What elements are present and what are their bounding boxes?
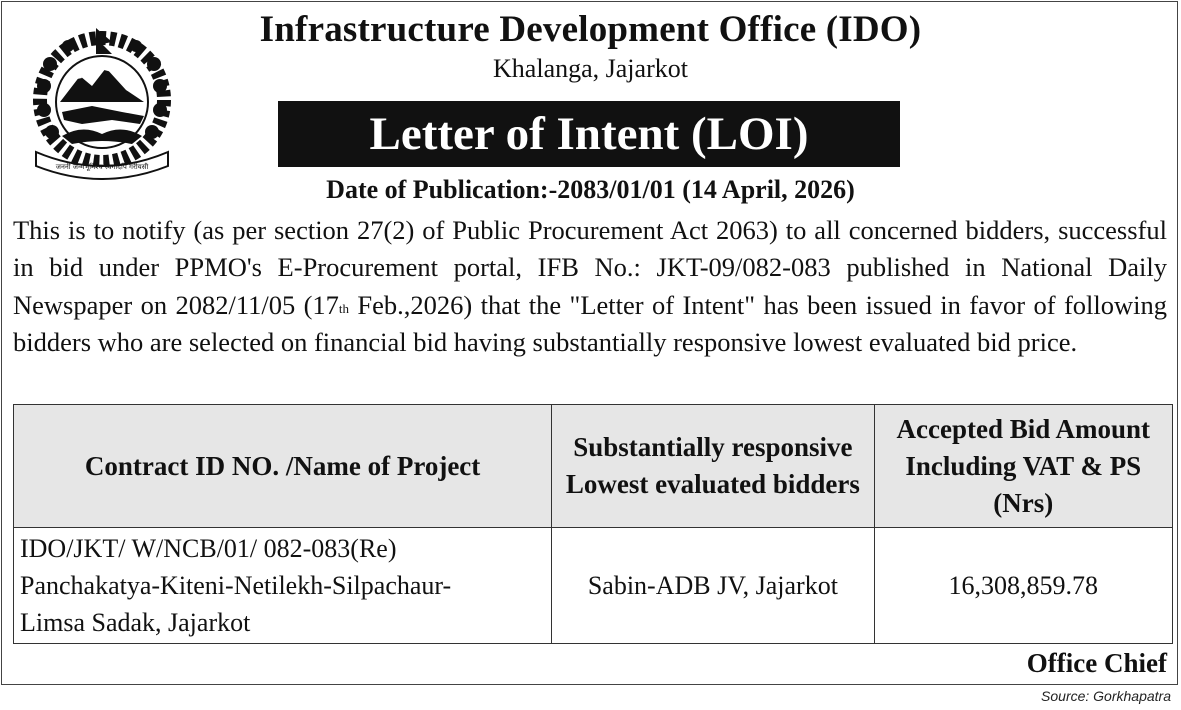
office-title: Infrastructure Development Office (IDO) xyxy=(259,9,922,50)
notice-paragraph xyxy=(13,212,1167,361)
publication-date: Date of Publication:-2083/01/01 (14 April, 2026) xyxy=(326,175,855,204)
notice-superscript: th xyxy=(338,300,350,316)
emblem-motto: जननी जन्मभूमिश्च स्वर्गादपि गरीयसी xyxy=(55,163,149,171)
project-name-line1: Panchakatya-Kiteni-Netilekh-Silpachaur- xyxy=(20,571,452,600)
loi-results-table xyxy=(13,404,1173,644)
cell-amount: 16,308,859.78 xyxy=(874,528,1172,644)
contract-id: IDO/JKT/ W/NCB/01/ 082-083(Re) xyxy=(20,534,397,563)
table-row xyxy=(14,528,1173,644)
project-name-line2: Limsa Sadak, Jajarkot xyxy=(20,608,251,637)
source-credit: Source: Gorkhapatra xyxy=(1041,688,1171,704)
table-header-row xyxy=(14,405,1173,528)
header-bid-amount: Accepted Bid Amount Including VAT & PS (Nrs) xyxy=(874,405,1172,528)
cell-contract-project xyxy=(14,528,552,644)
office-location: Khalanga, Jajarkot xyxy=(493,54,688,83)
signatory: Office Chief xyxy=(1026,648,1167,678)
loi-banner: Letter of Intent (LOI) xyxy=(278,101,900,167)
header-contract-id: Contract ID NO. /Name of Project xyxy=(14,405,552,528)
header-bidders: Substantially responsive Lowest evaluated bidders xyxy=(552,405,874,528)
cell-bidder: Sabin-ADB JV, Jajarkot xyxy=(552,528,874,644)
notice-text-part2: Feb.,2026) that the "Letter of Intent" has been issued in favor of following bidders who are selected on financial bid having substantially responsive lowest evaluated bid price. xyxy=(13,289,1168,357)
notice-text-part1: This is to notify (as per section 27(2) of Public Procurement Act 2063) to all concerned bidders, successful in bid under PPMO's E-Procurement portal, IFB No.: JKT-09/082-083 published in National Daily Newspaper on 2082/11/05 (17 xyxy=(13,215,1167,320)
